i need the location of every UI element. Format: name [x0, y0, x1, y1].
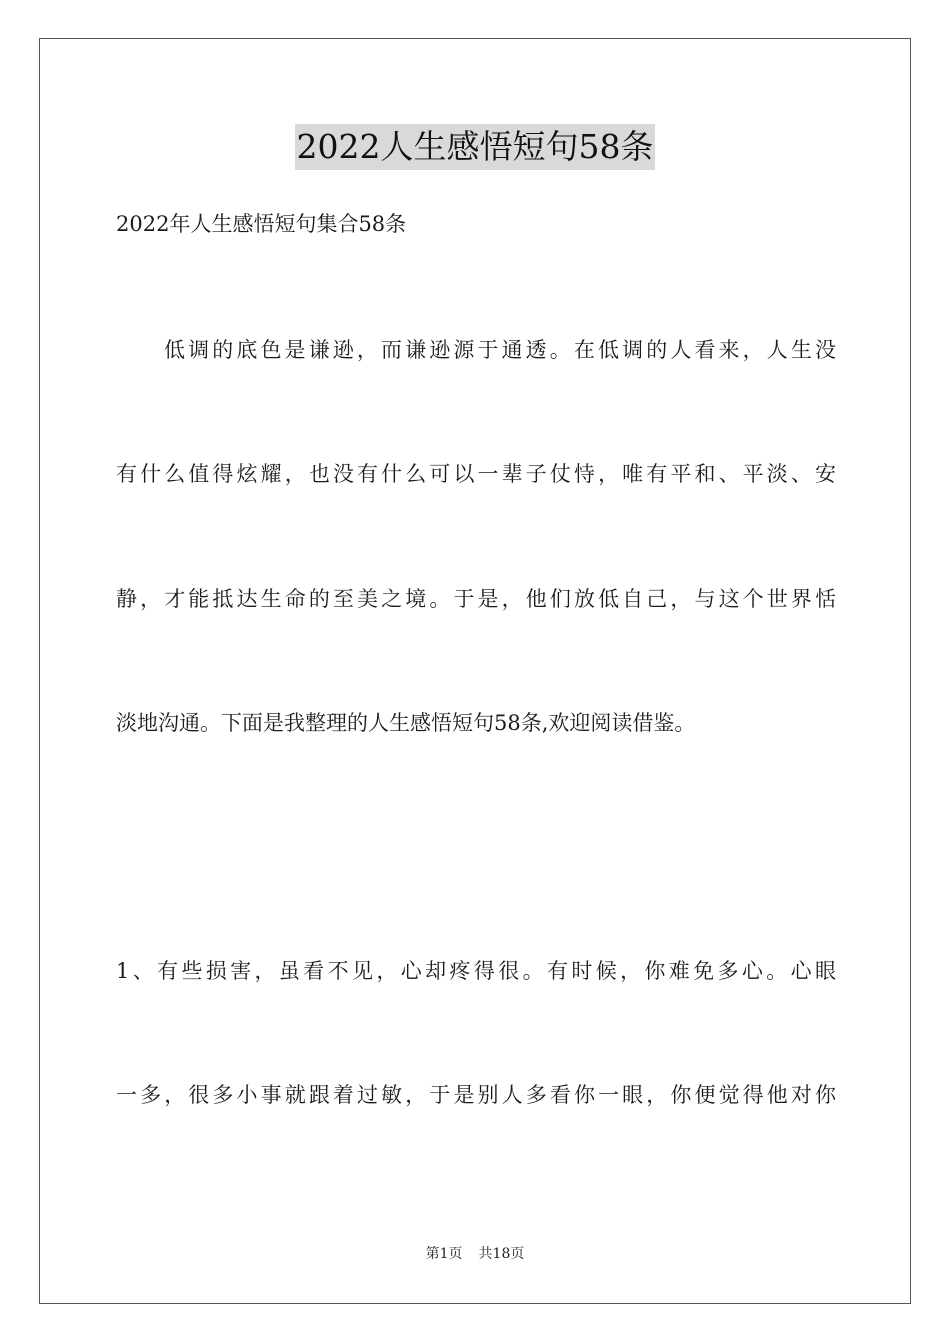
intro-line-1: 低调的底色是谦逊，而谦逊源于通透。在低调的人看来，人生没: [164, 338, 836, 362]
document-title: 2022人生感悟短句58条: [295, 124, 656, 170]
document-subtitle: 2022年人生感悟短句集合58条: [116, 212, 407, 236]
title-container: [0, 124, 950, 170]
item-1-line-2: 一多，很多小事就跟着过敏，于是别人多看你一眼，你便觉得他对你: [116, 1083, 836, 1107]
page-footer: [0, 1244, 950, 1264]
page-total: 共18页: [478, 1246, 525, 1262]
intro-line-2: 有什么值得炫耀，也没有什么可以一辈子仗恃，唯有平和、平淡、安: [116, 462, 836, 486]
intro-line-4: 淡地沟通。下面是我整理的人生感悟短句58条,欢迎阅读借鉴。: [116, 711, 696, 735]
page-number: 第1页: [425, 1246, 463, 1262]
intro-line-3: 静，才能抵达生命的至美之境。于是，他们放低自己，与这个世界恬: [116, 587, 836, 611]
item-1-line-1: 1、有些损害，虽看不见，心却疼得很。有时候，你难免多心。心眼: [116, 959, 836, 983]
